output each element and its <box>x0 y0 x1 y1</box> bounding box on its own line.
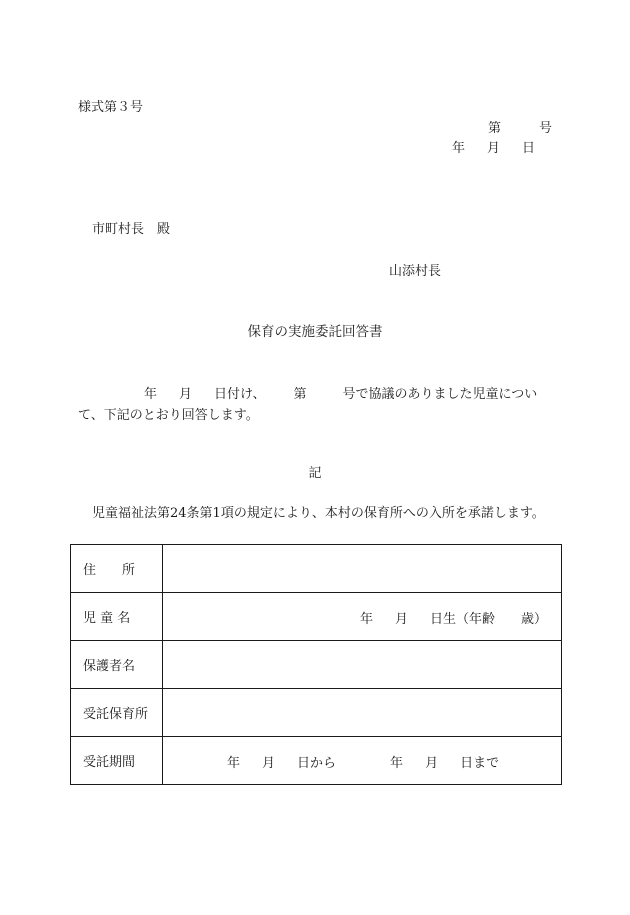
dai-label: 第 <box>488 121 502 136</box>
period-month-2: 月 <box>425 756 439 771</box>
sender: 山添村長 <box>389 264 442 279</box>
address-label: 住 所 <box>71 545 163 593</box>
ki-heading: 記 <box>308 466 322 481</box>
table-row <box>71 545 562 593</box>
addressee-honorific: 殿 <box>157 222 171 237</box>
body-dai: 第 <box>293 387 307 402</box>
approval-text: 児童福祉法第24条第1項の規定により、本村の保育所への入所を承諾します。 <box>92 506 545 521</box>
body-paragraph <box>78 384 560 426</box>
address-field[interactable] <box>163 545 562 593</box>
addressee-name: 市町村長 <box>92 222 145 237</box>
table-row <box>71 593 562 641</box>
table-row <box>71 737 562 785</box>
table-row <box>71 641 562 689</box>
month-label: 月 <box>487 141 501 156</box>
body-rest: 号で協議のありました児童について、下記のとおり回答します。 <box>78 387 538 423</box>
year-label: 年 <box>452 141 466 156</box>
period-range <box>227 752 499 771</box>
child-name-label: 児 童 名 <box>71 593 163 641</box>
birth-month: 月 <box>394 612 408 627</box>
document-title: 保育の実施委託回答書 <box>247 324 383 340</box>
form-number: 様式第３号 <box>78 100 144 115</box>
period-month-1: 月 <box>262 756 276 771</box>
birth-year: 年 <box>359 612 373 627</box>
body-date-suffix: 日付け、 <box>214 387 266 402</box>
period-from: 日から <box>297 756 337 771</box>
nursery-field[interactable] <box>163 689 562 737</box>
period-until: 日まで <box>460 756 500 771</box>
birth-date <box>360 608 547 627</box>
day-label: 日 <box>522 141 536 156</box>
info-table <box>70 544 562 785</box>
period-year-2: 年 <box>390 756 404 771</box>
nursery-label: 受託保育所 <box>71 689 163 737</box>
period-field[interactable] <box>163 737 562 785</box>
age-unit: 歳） <box>520 612 547 627</box>
addressee <box>92 222 170 238</box>
body-month: 月 <box>179 387 193 402</box>
guardian-label: 保護者名 <box>71 641 163 689</box>
period-year-1: 年 <box>227 756 241 771</box>
document-date <box>452 141 535 157</box>
guardian-field[interactable] <box>163 641 562 689</box>
child-name-field[interactable] <box>163 593 562 641</box>
birth-day-age: 日生（年齢 <box>429 612 495 627</box>
period-label: 受託期間 <box>71 737 163 785</box>
gou-label: 号 <box>539 121 553 136</box>
document-number <box>488 121 552 137</box>
table-row <box>71 689 562 737</box>
body-year: 年 <box>144 387 158 402</box>
